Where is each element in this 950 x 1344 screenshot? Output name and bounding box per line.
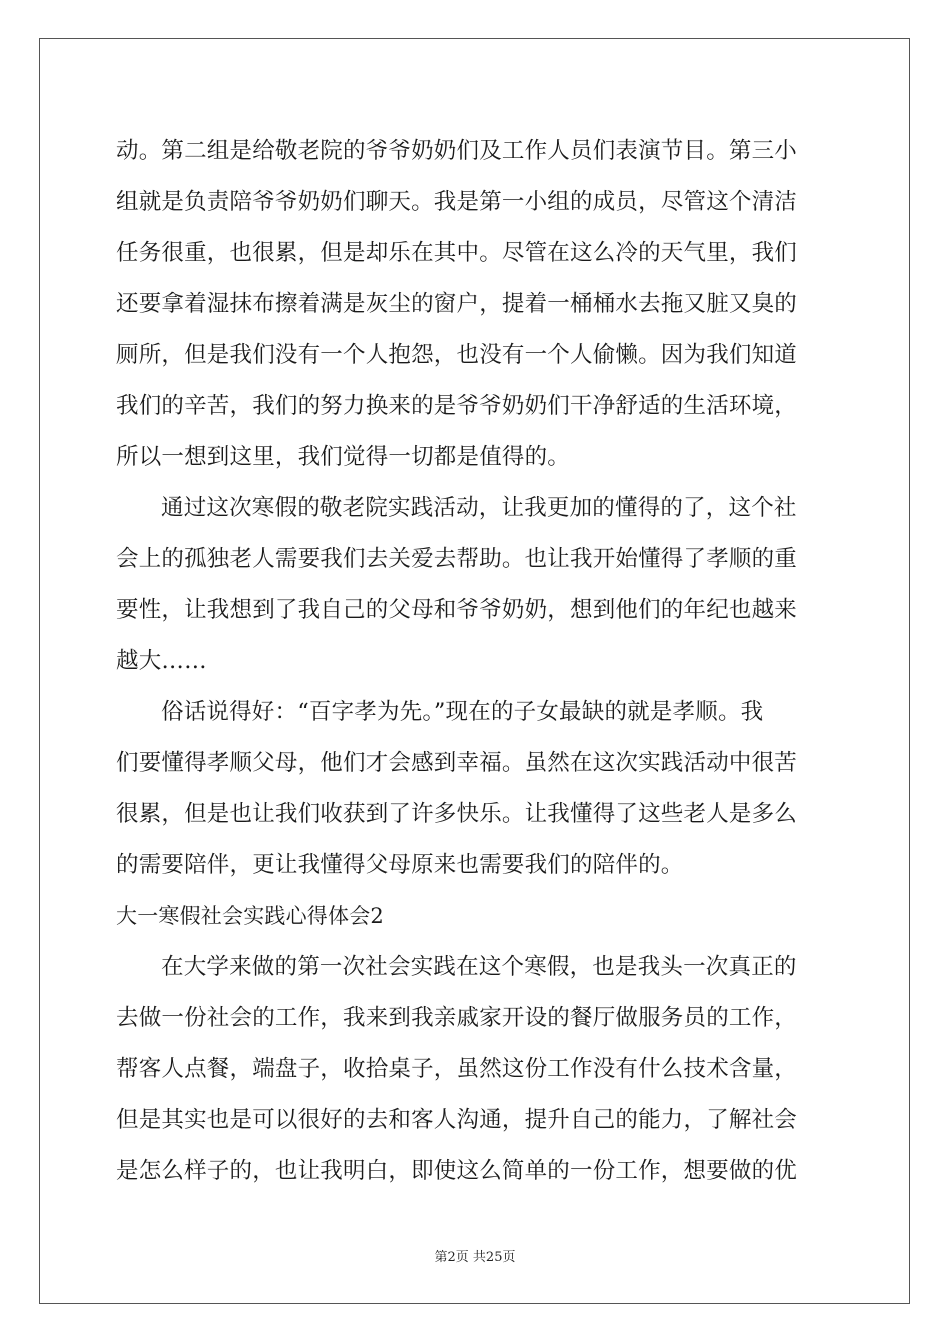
text-line: 厕所，但是我们没有一个人抱怨，也没有一个人偷懒。因为我们知道 (116, 342, 798, 368)
text-line: 动。第二组是给敬老院的爷爷奶奶们及工作人员们表演节目。第三小 (116, 138, 798, 164)
text-line: 所以一想到这里，我们觉得一切都是值得的。 (116, 444, 571, 470)
text-line: 帮客人点餐，端盘子，收拾桌子，虽然这份工作没有什么技术含量， (116, 1056, 798, 1082)
text-line: 组就是负责陪爷爷奶奶们聊天。我是第一小组的成员，尽管这个清洁 (116, 189, 798, 215)
text-line: 但是其实也是可以很好的去和客人沟通，提升自己的能力，了解社会 (116, 1107, 798, 1133)
text-line: 会上的孤独老人需要我们去关爱去帮助。也让我开始懂得了孝顺的重 (116, 546, 798, 572)
text-line: 越大…… (116, 648, 207, 674)
text-line: 们要懂得孝顺父母，他们才会感到幸福。虽然在这次实践活动中很苦 (116, 750, 798, 776)
text-line: 通过这次寒假的敬老院实践活动，让我更加的懂得的了，这个社 (161, 495, 797, 521)
document-body (116, 126, 836, 1197)
text-line: 是怎么样子的，也让我明白，即使这么简单的一份工作，想要做的优 (116, 1158, 798, 1184)
text-line: 很累，但是也让我们收获到了许多快乐。让我懂得了这些老人是多么 (116, 801, 798, 827)
text-line: 的需要陪伴，更让我懂得父母原来也需要我们的陪伴的。 (116, 852, 684, 878)
text-line: 还要拿着湿抹布擦着满是灰尘的窗户，提着一桶桶水去拖又脏又臭的 (116, 291, 798, 317)
page-number: 第2页 共25页 (434, 1250, 516, 1265)
section-heading: 大一寒假社会实践心得体会2 (116, 904, 384, 928)
text-line: 去做一份社会的工作，我来到我亲戚家开设的餐厅做服务员的工作， (116, 1005, 798, 1031)
text-line: 要性，让我想到了我自己的父母和爷爷奶奶，想到他们的年纪也越来 (116, 597, 798, 623)
text-line: 俗话说得好：“百字孝为先。”现在的子女最缺的就是孝顺。我 (161, 699, 764, 725)
text-line: 我们的辛苦，我们的努力换来的是爷爷奶奶们干净舒适的生活环境， (116, 393, 798, 419)
text-line: 任务很重，也很累，但是却乐在其中。尽管在这么冷的天气里，我们 (116, 240, 798, 266)
text-line: 在大学来做的第一次社会实践在这个寒假，也是我头一次真正的 (161, 954, 797, 980)
